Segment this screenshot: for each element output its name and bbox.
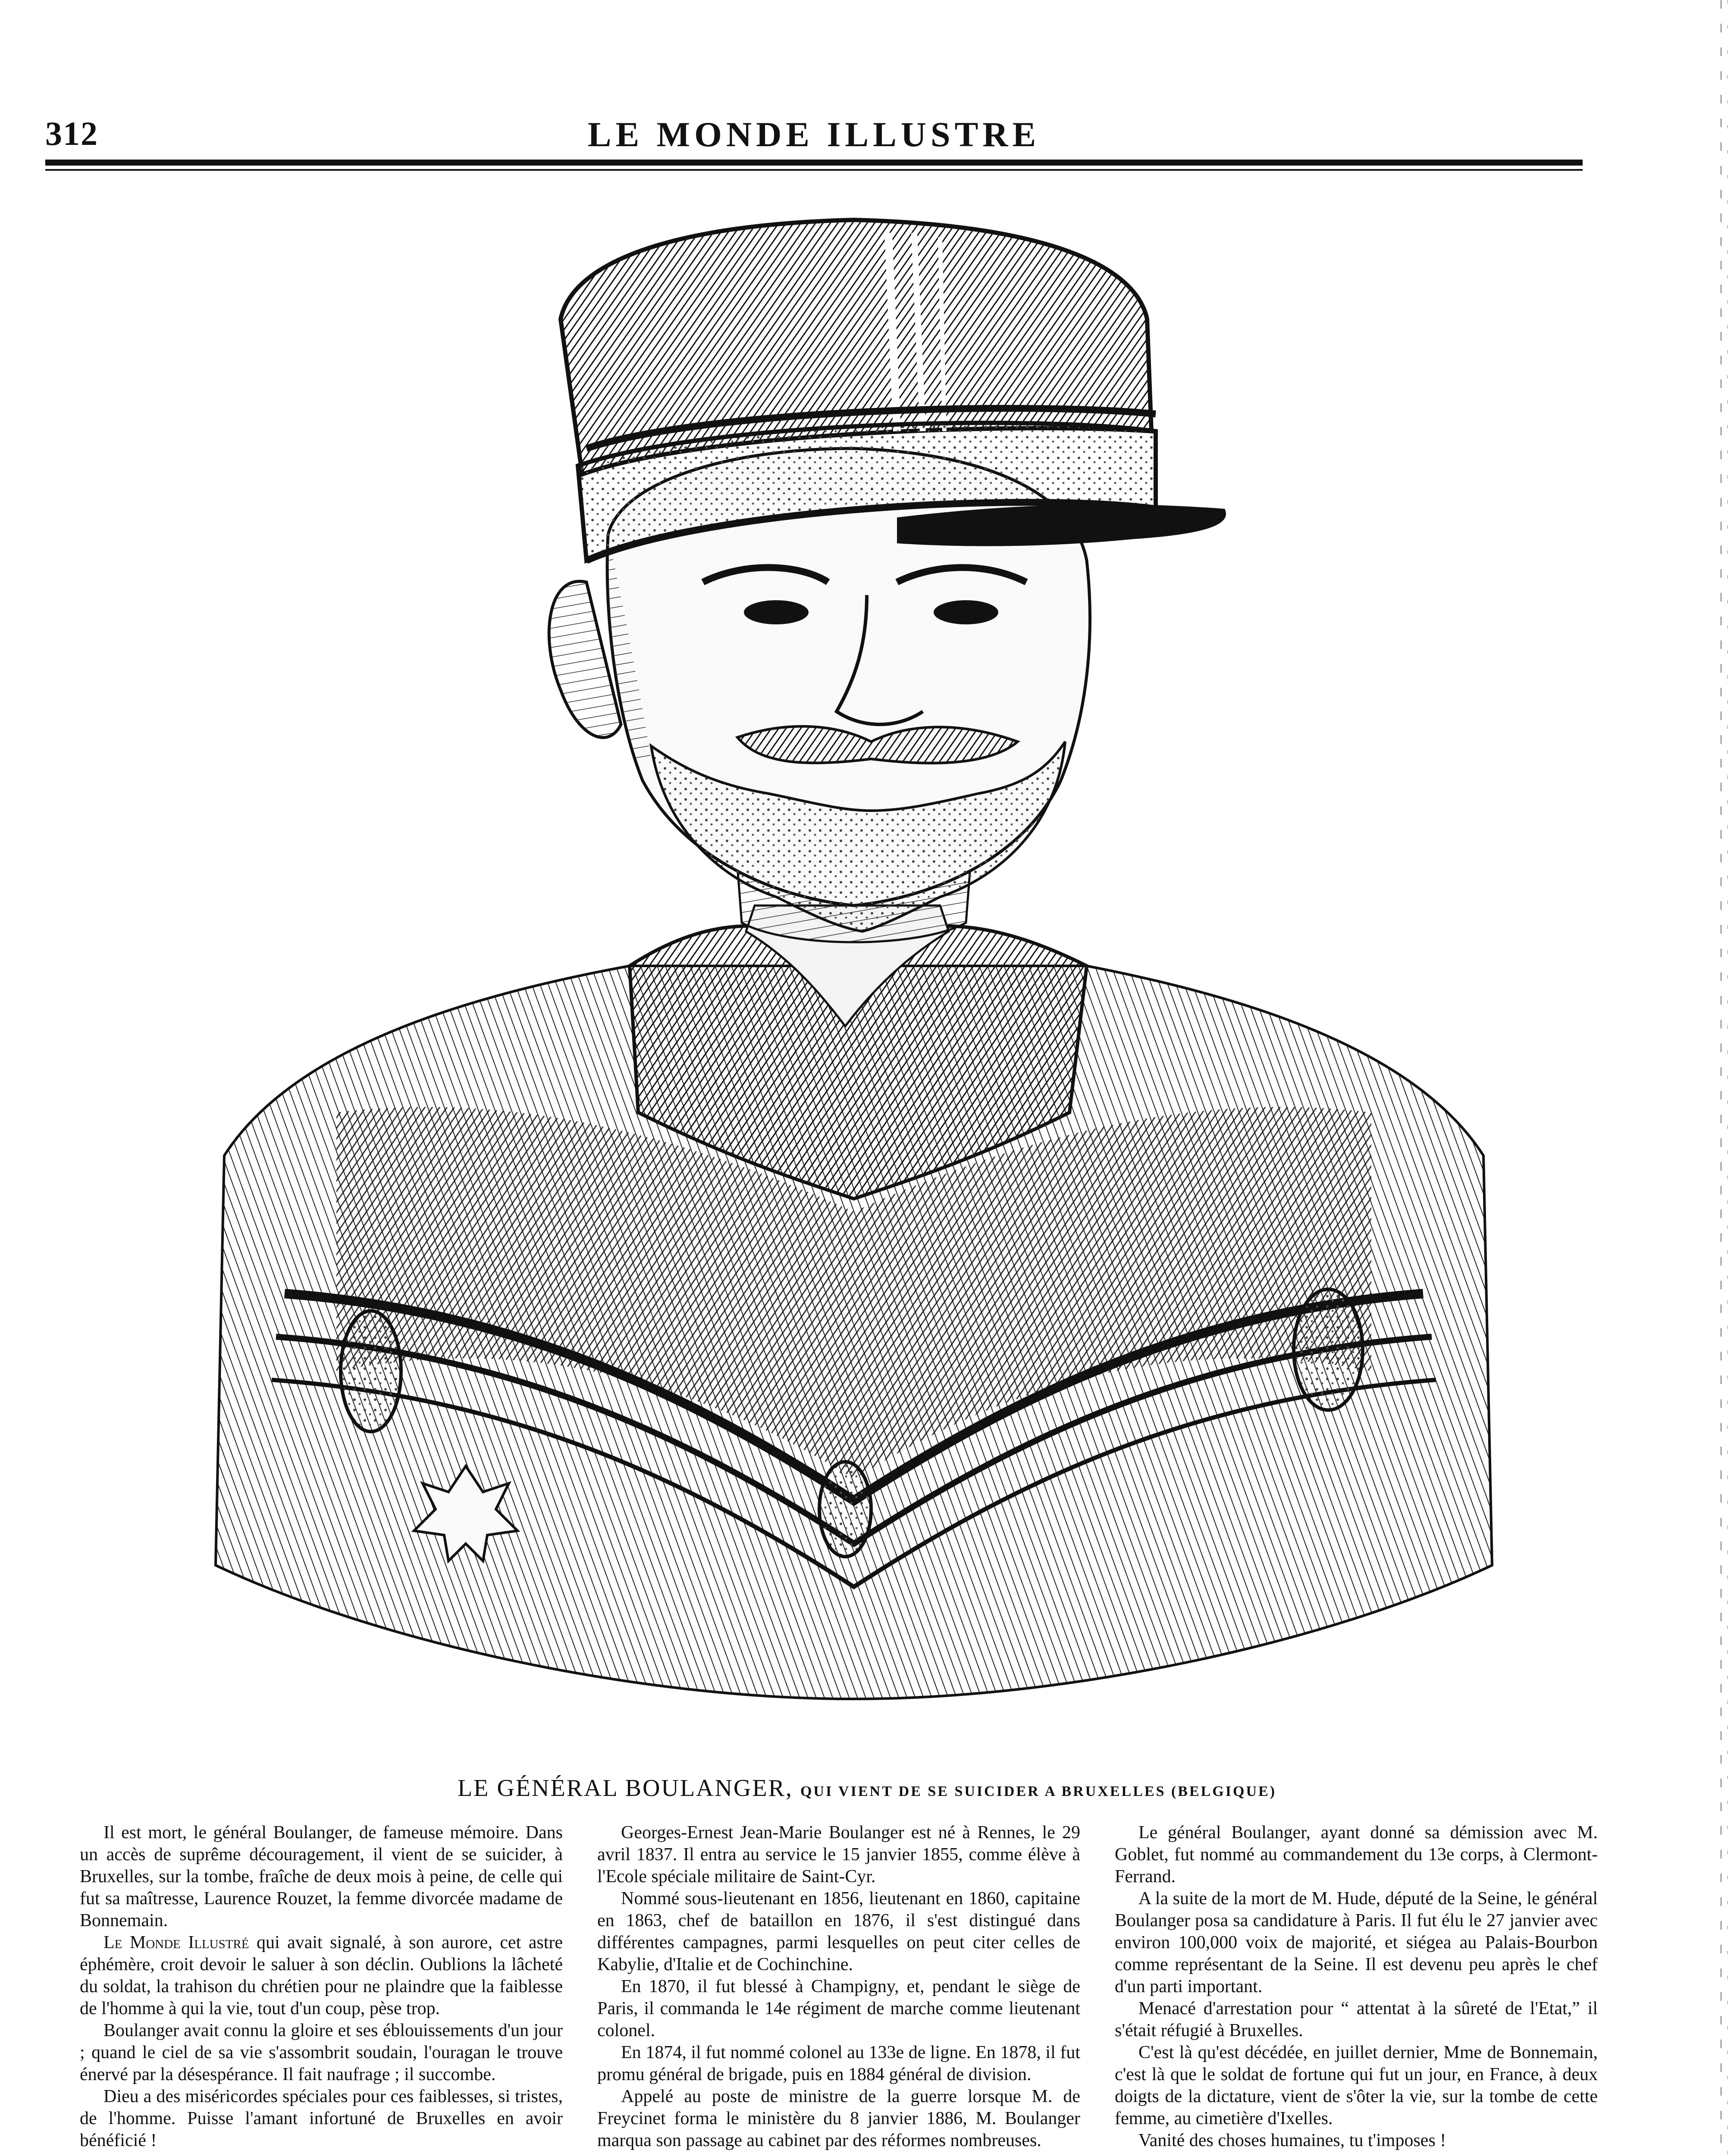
journal-name-inline: Le Monde Illustré xyxy=(103,1933,249,1952)
page-edge-binding-marks xyxy=(1704,0,1734,2156)
portrait-engraving xyxy=(207,207,1501,1742)
page-number: 312 xyxy=(45,115,98,152)
paragraph: Boulanger avait connu la gloire et ses éblouissements d'un jour ; quand le ciel de sa vie s'assombrit soudain, l'ouragan le trouve énervé par la désespérance. Il fait naufrage ; il succombe. xyxy=(80,2021,563,2084)
header-rule-thin xyxy=(45,169,1583,171)
paragraph: Le général Boulanger, ayant donné sa démission avec M. Goblet, fut nommé au commandement du 13e corps, à Clermont-Ferrand. xyxy=(1115,1823,1598,1887)
paragraph: Menacé d'arrestation pour “ attentat à la sûreté de l'Etat,” il s'était réfugié à Bruxelles. xyxy=(1115,1999,1598,2040)
article-columns xyxy=(80,1822,1598,2156)
column-1 xyxy=(80,1822,563,2152)
header-rule-thick xyxy=(45,160,1583,166)
paragraph: Dieu a des miséricordes spéciales pour ces faiblesses, si tristes, de l'homme. Puisse l'amant infortuné de Bruxelles en avoir bénéficié ! xyxy=(80,2087,563,2150)
paragraph: Georges-Ernest Jean-Marie Boulanger est né à Rennes, le 29 avril 1837. Il entra au service le 15 janvier 1855, comme élève à l'Ecole spéciale militaire de Saint-Cyr. xyxy=(597,1823,1080,1887)
paragraph: Il est mort, le général Boulanger, de fameuse mémoire. Dans un accès de suprême découragement, il vient de se suicider, à Bruxelles, sur la tombe, fraîche de deux mois à peine, de celle qui fut sa maîtresse, Laurence Rouzet, la femme divorcée madame de Bonnemain. xyxy=(80,1823,563,1930)
caption-sub: QUI VIENT DE SE SUICIDER A BRUXELLES (BELGIQUE) xyxy=(800,1783,1277,1799)
column-2 xyxy=(597,1822,1080,2152)
paragraph: Nommé sous-lieutenant en 1856, lieutenant en 1860, capitaine en 1863, chef de bataillon en 1876, il s'est distingué dans différentes campagnes, parmi lesquelles on peut citer celles de Kabylie, d'Italie et de Cochinchine. xyxy=(597,1889,1080,1974)
column-3 xyxy=(1115,1822,1598,2156)
paragraph: A la suite de la mort de M. Hude, député de la Seine, le général Boulanger posa sa candidature à Paris. Il fut élu le 27 janvier avec environ 100,000 voix de majorité, et siégea au Palais-Bourbon comme représentant de la Seine. Il est devenu peu après le chef d'un parti important. xyxy=(1115,1889,1598,1996)
paragraph xyxy=(80,1932,563,2020)
journal-title: LE MONDE ILLUSTRE xyxy=(587,115,1041,154)
paragraph: Vanité des choses humaines, tu t'imposes ! xyxy=(1138,2131,1446,2150)
paragraph: En 1870, il fut blessé à Champigny, et, pendant le siège de Paris, il commanda le 14e régiment de marche comme lieutenant colonel. xyxy=(597,1977,1080,2040)
paragraph-text: qui avait signalé, à son aurore, cet astre éphémère, croit devoir le saluer à son déclin. Oublions la lâcheté du soldat, la trahison du chrétien pour ne plaindre que la faiblesse de l'homme à qui la vie, tout d'un coup, pèse trop. xyxy=(80,1933,563,2018)
portrait-caption xyxy=(0,1774,1734,1802)
paragraph: Appelé au poste de ministre de la guerre lorsque M. de Freycinet forma le ministère du 8 janvier 1886, M. Boulanger marqua son passage au cabinet par des réformes nombreuses. xyxy=(597,2087,1080,2150)
paragraph: C'est là qu'est décédée, en juillet dernier, Mme de Bonnemain, c'est là que le soldat de fortune qui fut un jour, en France, à deux doigts de la dictature, vient de s'ôter la vie, sur la tombe de cette femme, au cimetière d'Ixelles. xyxy=(1115,2043,1598,2128)
paragraph: En 1874, il fut nommé colonel au 133e de ligne. En 1878, il fut promu général de brigade, puis en 1884 général de division. xyxy=(597,2043,1080,2084)
page-header xyxy=(45,110,1583,162)
caption-main: LE GÉNÉRAL BOULANGER, xyxy=(457,1775,793,1802)
